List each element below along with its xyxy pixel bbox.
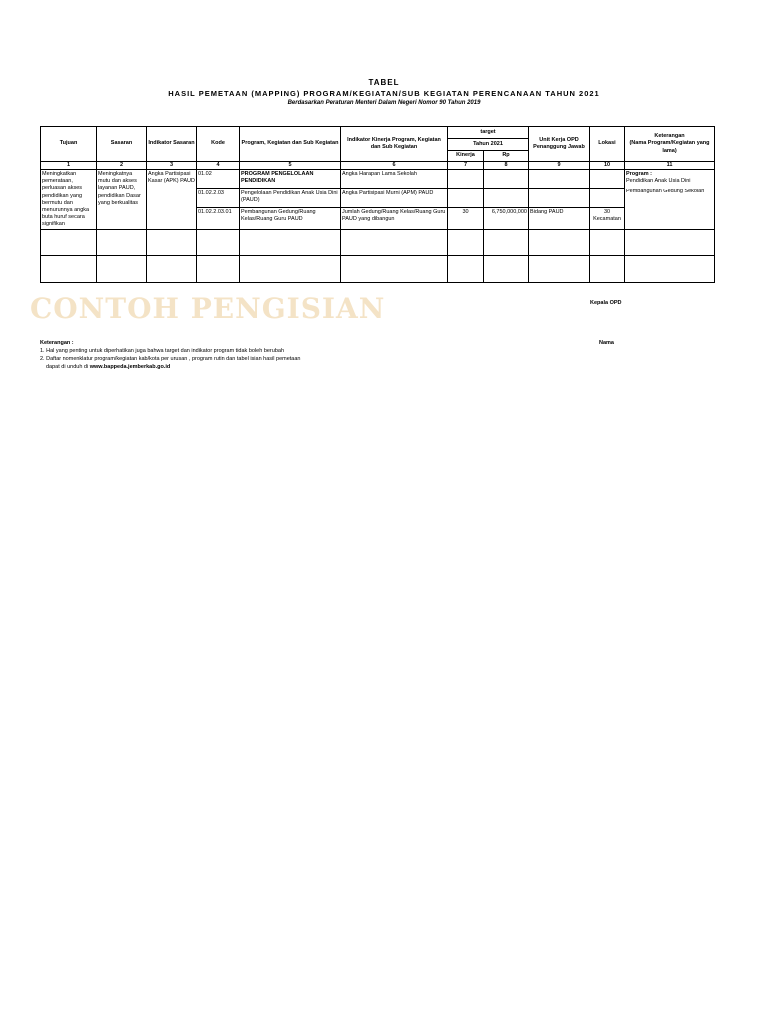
notes-download-text: dapat di unduh di (46, 363, 89, 370)
ket-kegiatan-value: Pembangunan Gedung Sekolah (626, 188, 705, 194)
header-lokasi: Lokasi (590, 127, 625, 162)
notes-item: 2. Daftar nomenklatur program/kegiatan kab/kota per urusan , program rutin dan tabel isian hasil pemetaan (40, 355, 301, 362)
col-number: 2 (97, 162, 147, 170)
watermark: CONTOH PENGISIAN (30, 292, 386, 325)
tujuan-cell: Meningkatkan pemerataan, perluasan akses pendidikan yang bermutu dan menurunnya angka buta huruf secara signifikan (41, 170, 97, 230)
col-number: 5 (240, 162, 341, 170)
unit-cell: Bidang PAUD (529, 208, 590, 230)
rp-cell: 6,750,000,000 (484, 208, 529, 230)
indikator-cell: Jumlah Gedung/Ruang Kelas/Ruang Guru PAUD yang dibangun (341, 208, 448, 230)
kepala-opd-label: Kepala OPD (590, 300, 622, 306)
header-kinerja: Kinerja (448, 151, 484, 162)
col-number: 10 (590, 162, 625, 170)
kode-cell: 01.02 (197, 170, 240, 189)
col-number: 3 (147, 162, 197, 170)
indikator-cell: Angka Harapan Lama Sekolah (341, 170, 448, 189)
notes-item (40, 364, 300, 372)
empty-row (41, 230, 715, 256)
header-rp: Rp (484, 151, 529, 162)
program-cell: Pembangunan Gedung/Ruang Kelas/Ruang Guru PAUD (240, 208, 341, 230)
keterangan-cell (625, 189, 715, 208)
column-number-row (41, 162, 715, 170)
lokasi-cell (590, 189, 625, 208)
header-indikator-sasaran: Indikator Sasaran (147, 127, 197, 162)
header-unit-kerja: Unit Kerja OPD Penanggung Jawab (529, 127, 590, 162)
kinerja-cell: 30 (448, 208, 484, 230)
rp-cell (484, 170, 529, 189)
kinerja-cell (448, 189, 484, 208)
document-subtitle: HASIL PEMETAAN (MAPPING) PROGRAM/KEGIATAN/SUB KEGIATAN PERENCANAAN TAHUN 2021 (168, 89, 600, 98)
header-indikator-kinerja: Indikator Kinerja Program, Kegiatan dan Sub Kegiatan (341, 127, 448, 162)
col-number: 9 (529, 162, 590, 170)
header-row (41, 127, 715, 139)
indikator-sasaran-cell: Angka Partisipasi Kasar (APK) PAUD (147, 170, 197, 230)
unit-cell (529, 170, 590, 189)
nama-label: Nama (599, 340, 614, 346)
keterangan-cell (625, 208, 715, 230)
rp-cell (484, 189, 529, 208)
col-number: 4 (197, 162, 240, 170)
header-sasaran: Sasaran (97, 127, 147, 162)
program-cell: Pengelolaan Pendidikan Anak Usia Dini (PAUD) (240, 189, 341, 208)
header-kode: Kode (197, 127, 240, 162)
mapping-table (40, 126, 715, 283)
kode-cell: 01.02.2.03.01 (197, 208, 240, 230)
ket-program-value: Pendidikan Anak Usia Dini (626, 178, 691, 185)
notes-block (40, 340, 300, 372)
ket-program-label: Program : (626, 171, 652, 178)
col-number: 8 (484, 162, 529, 170)
header-program: Program, Kegiatan dan Sub Kegiatan (240, 127, 341, 162)
document-regulation: Berdasarkan Peraturan Menteri Dalam Negeri Nomor 90 Tahun 2019 (287, 100, 481, 106)
header-keterangan-sub: (Nama Program/Kegiatan yang lama) (629, 140, 710, 154)
indikator-cell: Angka Partisipasi Murni (APM) PAUD (341, 189, 448, 208)
lokasi-cell: 30 Kecamatan (590, 208, 625, 230)
document-title: TABEL (368, 78, 400, 87)
sasaran-cell: Meningkatnya mutu dan akses layanan PAUD, pendidikan Dasar yang berkualitas (97, 170, 147, 230)
program-cell: PROGRAM PENGELOLAAN PENDIDIKAN (240, 170, 341, 189)
header-target: target (448, 127, 529, 139)
notes-label: Keterangan : (40, 340, 74, 346)
col-number: 6 (341, 162, 448, 170)
unit-cell (529, 189, 590, 208)
keterangan-cell (625, 170, 715, 189)
notes-item: 1. Hal yang penting untuk diperhatikan juga bahwa target dan indikator program tidak boleh berubah (40, 347, 284, 354)
notes-download-link[interactable]: www.bappeda.jemberkab.go.id (89, 363, 171, 370)
col-number: 7 (448, 162, 484, 170)
empty-row (41, 256, 715, 283)
header-tujuan: Tujuan (41, 127, 97, 162)
col-number: 11 (625, 162, 715, 170)
kinerja-cell (448, 170, 484, 189)
header-tahun: Tahun 2021 (448, 139, 529, 151)
lokasi-cell (590, 170, 625, 189)
header-keterangan (625, 127, 715, 162)
header-keterangan-label: Keterangan (654, 133, 685, 140)
col-number: 1 (41, 162, 97, 170)
kode-cell: 01.02.2.03 (197, 189, 240, 208)
table-row (41, 170, 715, 189)
